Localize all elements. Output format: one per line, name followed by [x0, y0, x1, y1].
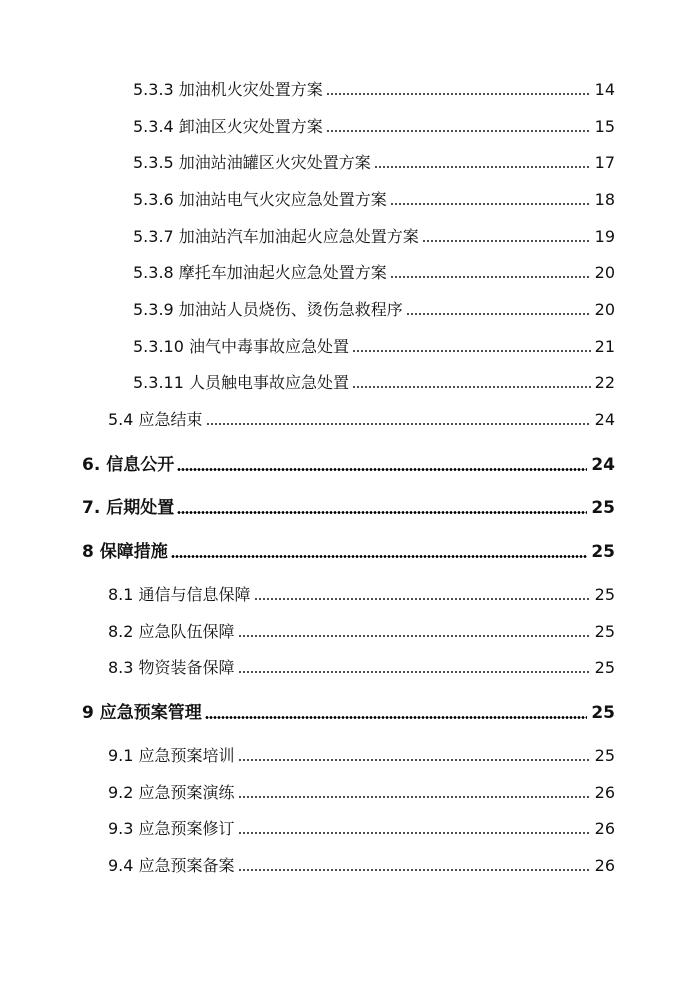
toc-entry-5-3-3[interactable] — [133, 76, 615, 100]
toc-entry-5-3-4[interactable] — [133, 113, 615, 137]
toc-entry-page: 25 — [591, 703, 615, 723]
dot-leader — [177, 468, 587, 471]
toc-entry-page: 25 — [594, 746, 615, 765]
dot-leader — [205, 716, 588, 719]
toc-entry-title: 5.3.9 加油站人员烧伤、烫伤急救程序 — [133, 300, 403, 319]
toc-entry-6[interactable] — [82, 451, 615, 475]
toc-entry-title: 5.3.7 加油站汽车加油起火应急处置方案 — [133, 227, 419, 246]
toc-entry-5-3-9[interactable] — [133, 296, 615, 320]
toc-entry-9-2[interactable] — [108, 779, 615, 803]
dot-leader — [206, 423, 591, 425]
toc-entry-page: 21 — [594, 337, 615, 356]
toc-entry-title: 8 保障措施 — [82, 542, 168, 562]
toc-entry-title: 5.3.8 摩托车加油起火应急处置方案 — [133, 263, 387, 282]
toc-entry-title: 7. 后期处置 — [82, 498, 175, 518]
toc-entry-title: 5.3.6 加油站电气火灾应急处置方案 — [133, 190, 387, 209]
toc-entry-page: 25 — [594, 585, 615, 604]
toc-entry-9-4[interactable] — [108, 852, 615, 876]
toc-entry-5-3-8[interactable] — [133, 259, 615, 283]
dot-leader — [238, 832, 591, 834]
toc-entry-page: 25 — [591, 542, 615, 562]
dot-leader — [238, 671, 591, 673]
toc-entry-title: 9.4 应急预案备案 — [108, 856, 235, 875]
toc-entry-9[interactable] — [82, 699, 615, 723]
toc-entry-5-3-10[interactable] — [133, 333, 615, 357]
toc-entry-title: 5.3.5 加油站油罐区火灾处置方案 — [133, 153, 371, 172]
toc-entry-title: 8.1 通信与信息保障 — [108, 585, 251, 604]
dot-leader — [422, 240, 591, 242]
toc-entry-title: 5.3.3 加油机火灾处置方案 — [133, 80, 323, 99]
toc-entry-page: 26 — [594, 819, 615, 838]
toc-entry-9-3[interactable] — [108, 815, 615, 839]
dot-leader — [171, 555, 588, 558]
toc-entry-title: 5.3.11 人员触电事故应急处置 — [133, 373, 349, 392]
toc-entry-title: 5.4 应急结束 — [108, 410, 203, 429]
toc-entry-8-1[interactable] — [108, 581, 615, 605]
toc-entry-5-3-11[interactable] — [133, 369, 615, 393]
toc-entry-page: 24 — [591, 455, 615, 475]
toc-entry-9-1[interactable] — [108, 742, 615, 766]
toc-entry-page: 20 — [594, 300, 615, 319]
toc-entry-7[interactable] — [82, 494, 615, 518]
toc-entry-title: 9 应急预案管理 — [82, 703, 202, 723]
toc-entry-page: 26 — [594, 783, 615, 802]
toc-entry-page: 25 — [594, 622, 615, 641]
dot-leader — [238, 796, 591, 798]
toc-entry-title: 8.3 物资装备保障 — [108, 658, 235, 677]
toc-entry-title: 9.3 应急预案修订 — [108, 819, 235, 838]
dot-leader — [352, 386, 591, 388]
dot-leader — [177, 511, 587, 514]
toc-entry-8[interactable] — [82, 538, 615, 562]
toc-entry-page: 26 — [594, 856, 615, 875]
dot-leader — [374, 166, 591, 168]
toc-entry-5-3-5[interactable] — [133, 149, 615, 173]
toc-entry-page: 24 — [594, 410, 615, 429]
toc-entry-page: 19 — [594, 227, 615, 246]
dot-leader — [390, 203, 591, 205]
toc-entry-title: 5.3.4 卸油区火灾处置方案 — [133, 117, 323, 136]
toc-entry-title: 5.3.10 油气中毒事故应急处置 — [133, 337, 349, 356]
toc-entry-title: 9.1 应急预案培训 — [108, 746, 235, 765]
toc-entry-8-2[interactable] — [108, 618, 615, 642]
dot-leader — [326, 130, 591, 132]
toc-entry-page: 25 — [594, 658, 615, 677]
toc-entry-page: 18 — [594, 190, 615, 209]
toc-entry-title: 6. 信息公开 — [82, 455, 175, 475]
toc-entry-8-3[interactable] — [108, 654, 615, 678]
toc-entry-page: 17 — [594, 153, 615, 172]
toc-entry-page: 25 — [591, 498, 615, 518]
toc-entry-page: 22 — [594, 373, 615, 392]
toc-entry-5-3-6[interactable] — [133, 186, 615, 210]
dot-leader — [326, 93, 591, 95]
dot-leader — [390, 276, 591, 278]
dot-leader — [238, 759, 591, 761]
dot-leader — [352, 350, 591, 352]
toc-entry-page: 14 — [594, 80, 615, 99]
dot-leader — [238, 869, 591, 871]
toc-entry-page: 20 — [594, 263, 615, 282]
toc-entry-5-4[interactable] — [108, 406, 615, 430]
dot-leader — [238, 635, 591, 637]
dot-leader — [406, 313, 591, 315]
toc-entry-page: 15 — [594, 117, 615, 136]
toc-entry-title: 8.2 应急队伍保障 — [108, 622, 235, 641]
toc-entry-5-3-7[interactable] — [133, 223, 615, 247]
toc-entry-title: 9.2 应急预案演练 — [108, 783, 235, 802]
dot-leader — [254, 598, 591, 600]
